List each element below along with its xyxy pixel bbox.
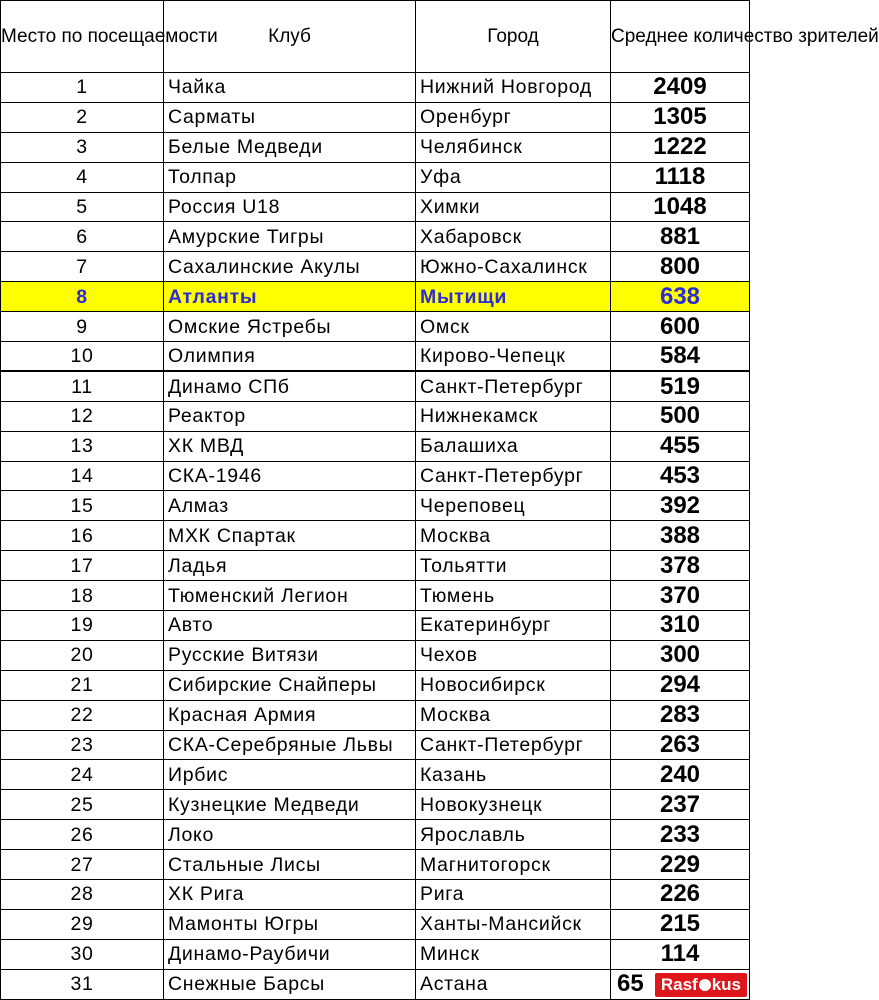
club-cell: ХК Рига	[164, 880, 416, 910]
rank-cell: 19	[1, 611, 164, 641]
average-attendance-cell: 453	[611, 461, 750, 491]
table-row	[1, 521, 750, 551]
club-cell: Локо	[164, 820, 416, 850]
club-cell: Мамонты Югры	[164, 909, 416, 939]
average-attendance-cell: 240	[611, 760, 750, 790]
table-row	[1, 850, 750, 880]
rank-cell: 29	[1, 909, 164, 939]
table-row	[1, 252, 750, 282]
club-cell: Динамо СПб	[164, 371, 416, 401]
club-cell: Снежные Барсы	[164, 969, 416, 999]
club-cell: Атланты	[164, 282, 416, 312]
average-attendance-cell: 226	[611, 880, 750, 910]
club-cell: Тюменский Легион	[164, 581, 416, 611]
club-cell: Сибирские Снайперы	[164, 670, 416, 700]
city-cell: Нижний Новгород	[416, 73, 611, 103]
table-row	[1, 611, 750, 641]
city-cell: Чехов	[416, 640, 611, 670]
table-row	[1, 730, 750, 760]
city-cell: Омск	[416, 312, 611, 342]
club-cell: Алмаз	[164, 491, 416, 521]
rank-cell: 1	[1, 73, 164, 103]
city-cell: Оренбург	[416, 102, 611, 132]
city-cell: Нижнекамск	[416, 401, 611, 431]
rank-cell: 31	[1, 969, 164, 999]
rank-cell: 4	[1, 162, 164, 192]
average-attendance-cell: 392	[611, 491, 750, 521]
rank-cell: 23	[1, 730, 164, 760]
average-attendance-cell: 233	[611, 820, 750, 850]
rank-cell: 5	[1, 192, 164, 222]
rank-cell: 27	[1, 850, 164, 880]
club-cell: Россия U18	[164, 192, 416, 222]
header-city: Город	[416, 1, 611, 73]
table-row	[1, 401, 750, 431]
rank-cell: 7	[1, 252, 164, 282]
average-attendance-cell: 310	[611, 611, 750, 641]
club-cell: МХК Спартак	[164, 521, 416, 551]
rank-cell: 22	[1, 700, 164, 730]
city-cell: Уфа	[416, 162, 611, 192]
city-cell: Ханты-Мансийск	[416, 909, 611, 939]
city-cell: Минск	[416, 939, 611, 969]
club-cell: Сарматы	[164, 102, 416, 132]
club-cell: Омские Ястребы	[164, 312, 416, 342]
table-row	[1, 790, 750, 820]
rank-cell: 9	[1, 312, 164, 342]
table-header-row	[1, 1, 750, 73]
table-row	[1, 551, 750, 581]
average-attendance-cell: 300	[611, 640, 750, 670]
rank-cell: 10	[1, 342, 164, 372]
city-cell: Санкт-Петербург	[416, 461, 611, 491]
city-cell: Санкт-Петербург	[416, 730, 611, 760]
average-attendance-cell: 263	[611, 730, 750, 760]
watermark-o-icon	[699, 979, 711, 991]
table-row	[1, 461, 750, 491]
rank-cell: 18	[1, 581, 164, 611]
club-cell: СКА-Серебряные Львы	[164, 730, 416, 760]
table-row	[1, 820, 750, 850]
table-row	[1, 640, 750, 670]
city-cell: Балашиха	[416, 431, 611, 461]
club-cell: Ладья	[164, 551, 416, 581]
table-row	[1, 192, 750, 222]
club-cell: Кузнецкие Медведи	[164, 790, 416, 820]
city-cell: Южно-Сахалинск	[416, 252, 611, 282]
average-attendance-cell: 114	[611, 939, 750, 969]
city-cell: Екатеринбург	[416, 611, 611, 641]
header-club: Клуб	[164, 1, 416, 73]
table-row	[1, 670, 750, 700]
city-cell: Череповец	[416, 491, 611, 521]
average-attendance-cell: 370	[611, 581, 750, 611]
club-cell: Чайка	[164, 73, 416, 103]
table-row	[1, 73, 750, 103]
table-row	[1, 909, 750, 939]
average-attendance-cell: 215	[611, 909, 750, 939]
average-attendance-cell: 1222	[611, 132, 750, 162]
club-cell: Ирбис	[164, 760, 416, 790]
rank-cell: 21	[1, 670, 164, 700]
table-row	[1, 371, 750, 401]
rank-cell: 2	[1, 102, 164, 132]
city-cell: Ярославль	[416, 820, 611, 850]
rank-cell: 14	[1, 461, 164, 491]
rank-cell: 20	[1, 640, 164, 670]
city-cell: Казань	[416, 760, 611, 790]
average-attendance-cell: 65	[611, 969, 750, 999]
city-cell: Кирово-Чепецк	[416, 342, 611, 372]
rank-cell: 24	[1, 760, 164, 790]
average-attendance-cell: 1118	[611, 162, 750, 192]
rank-cell: 13	[1, 431, 164, 461]
city-cell: Тюмень	[416, 581, 611, 611]
club-cell: Реактор	[164, 401, 416, 431]
city-cell: Новосибирск	[416, 670, 611, 700]
city-cell: Санкт-Петербург	[416, 371, 611, 401]
city-cell: Хабаровск	[416, 222, 611, 252]
watermark-logo: Rasf kus	[655, 973, 747, 997]
header-rank: Место по посещаемости	[1, 1, 164, 73]
club-cell: Олимпия	[164, 342, 416, 372]
average-attendance-cell: 2409	[611, 73, 750, 103]
table-row	[1, 431, 750, 461]
table-row	[1, 282, 750, 312]
club-cell: Толпар	[164, 162, 416, 192]
club-cell: Динамо-Раубичи	[164, 939, 416, 969]
table-row	[1, 162, 750, 192]
average-attendance-cell: 229	[611, 850, 750, 880]
average-attendance-cell: 800	[611, 252, 750, 282]
rank-cell: 8	[1, 282, 164, 312]
city-cell: Челябинск	[416, 132, 611, 162]
table-row	[1, 222, 750, 252]
table-row	[1, 491, 750, 521]
rank-cell: 17	[1, 551, 164, 581]
table-row	[1, 939, 750, 969]
club-cell: Русские Витязи	[164, 640, 416, 670]
club-cell: СКА-1946	[164, 461, 416, 491]
rank-cell: 12	[1, 401, 164, 431]
rank-cell: 6	[1, 222, 164, 252]
table-row	[1, 312, 750, 342]
average-attendance-cell: 1048	[611, 192, 750, 222]
city-cell: Москва	[416, 700, 611, 730]
club-cell: Красная Армия	[164, 700, 416, 730]
rank-cell: 16	[1, 521, 164, 551]
table-row	[1, 880, 750, 910]
club-cell: Авто	[164, 611, 416, 641]
average-attendance-cell: 378	[611, 551, 750, 581]
city-cell: Новокузнецк	[416, 790, 611, 820]
rank-cell: 3	[1, 132, 164, 162]
table-row	[1, 760, 750, 790]
average-attendance-cell: 600	[611, 312, 750, 342]
club-cell: Сахалинские Акулы	[164, 252, 416, 282]
average-attendance-cell: 584	[611, 342, 750, 372]
city-cell: Тольятти	[416, 551, 611, 581]
table-row	[1, 132, 750, 162]
average-attendance-cell: 500	[611, 401, 750, 431]
table-row	[1, 700, 750, 730]
rank-cell: 11	[1, 371, 164, 401]
city-cell: Химки	[416, 192, 611, 222]
rank-cell: 25	[1, 790, 164, 820]
average-attendance-cell: 455	[611, 431, 750, 461]
rank-cell: 26	[1, 820, 164, 850]
average-attendance-cell: 1305	[611, 102, 750, 132]
rank-cell: 30	[1, 939, 164, 969]
table-row	[1, 342, 750, 372]
city-cell: Магнитогорск	[416, 850, 611, 880]
header-average-attendance: Среднее количество зрителей	[611, 1, 750, 73]
rank-cell: 28	[1, 880, 164, 910]
city-cell: Мытищи	[416, 282, 611, 312]
city-cell: Астана	[416, 969, 611, 999]
average-attendance-cell: 881	[611, 222, 750, 252]
rank-cell: 15	[1, 491, 164, 521]
average-attendance-cell: 519	[611, 371, 750, 401]
average-attendance-cell: 294	[611, 670, 750, 700]
table-row	[1, 102, 750, 132]
club-cell: ХК МВД	[164, 431, 416, 461]
average-attendance-cell: 283	[611, 700, 750, 730]
average-attendance-cell: 638	[611, 282, 750, 312]
average-attendance-cell: 388	[611, 521, 750, 551]
city-cell: Рига	[416, 880, 611, 910]
club-cell: Амурские Тигры	[164, 222, 416, 252]
average-attendance-cell: 237	[611, 790, 750, 820]
table-row	[1, 969, 750, 999]
table-body	[1, 73, 750, 1000]
city-cell: Москва	[416, 521, 611, 551]
table-row	[1, 581, 750, 611]
club-cell: Белые Медведи	[164, 132, 416, 162]
club-cell: Стальные Лисы	[164, 850, 416, 880]
